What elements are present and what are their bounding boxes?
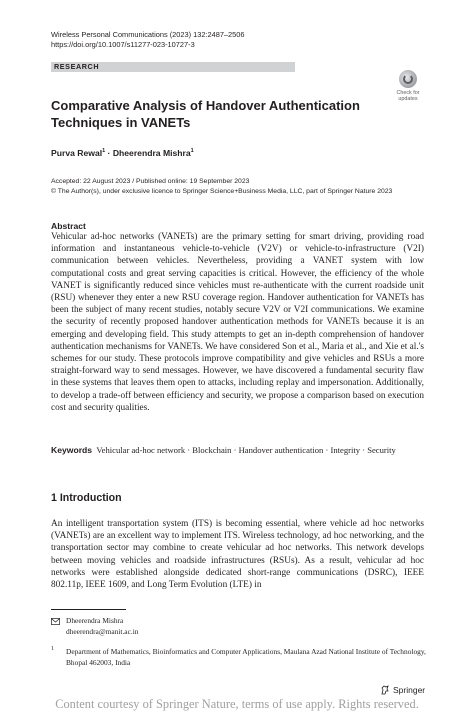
badge-label-line1: Check for: [396, 90, 420, 96]
copyright-notice: © The Author(s), under exclusive licence to Springer Science+Business Media, LLC, part of Springer Nature 2023: [51, 188, 393, 195]
publisher-logo: [380, 685, 425, 695]
badge-label-line2: updates: [398, 96, 418, 102]
article-title: Comparative Analysis of Handover Authentication Techniques in VANETs: [51, 98, 360, 130]
abstract-text: Vehicular ad-hoc networks (VANETs) are the primary setting for smart driving, providing road information and instantaneous vehicle-to-vehicle (V2V) or vehicle-to-infrastructure (V2I) communication between vehicles. Nevertheless, providing a VANET system with low computational costs and great serving capacities is critical. However, the efficiency of the whole VANET is significantly reduced since vehicles must re-authenticate with the current roadside unit (RSU) whenever they enter a new RSU coverage region. Handover authentication for VANETs has been the subject of many recent studies, notably secure V2V or V2I communications. We examine the security of recently proposed handover authentication methods for VANETs because it is an emerging and developing field. This study attempts to get an in-depth comprehension of handover authentication mechanisms for VANETs. We have considered Son et al., Maria et al., and Xie et al.'s schemes for our study. These protocols improve compatibility and give vehicles and RSUs a more straight-forward way to send messages. However, we have discovered a fundamental security flaw in these systems that leaves them open to attacks, including replay and impersonation. Additionally, to develop a trade-off between efficiency and security, we propose a comparison based on execution cost and security qualities.: [51, 232, 424, 413]
author-separator: ·: [105, 148, 113, 158]
journal-citation: Wireless Personal Communications (2023) 132:2487–2506: [51, 30, 245, 39]
check-for-updates-icon: [399, 70, 417, 88]
footnote-divider: [51, 609, 126, 610]
publisher-name: Springer: [393, 685, 426, 695]
author-list: [51, 148, 194, 158]
doi-link[interactable]: https://doi.org/10.1007/s11277-023-10727-3: [51, 40, 195, 49]
publication-dates: Accepted: 22 August 2023 / Published online: 19 September 2023: [51, 178, 250, 185]
journal-header: [51, 30, 245, 50]
envelope-icon: [51, 618, 60, 625]
affiliation-text: Department of Mathematics, Bioinformatics and Computer Applications, Maulana Azad National Institute of Technology, Bhopal 462003, India: [66, 647, 426, 667]
corresponding-author: [66, 616, 138, 637]
article-dates: [51, 177, 431, 197]
section-heading: 1 Introduction: [51, 492, 122, 504]
keywords-list: Vehicular ad-hoc network · Blockchain · Handover authentication · Integrity · Security: [96, 445, 396, 455]
abstract-heading: Abstract: [51, 221, 86, 231]
check-for-updates-badge[interactable]: [391, 70, 425, 104]
courtesy-notice: Content courtesy of Springer Nature, terms of use apply. Rights reserved.: [55, 697, 419, 711]
springer-horse-icon: [380, 685, 390, 695]
author-name[interactable]: Purva Rewal: [51, 148, 103, 158]
corresponding-email[interactable]: dheerendra@manit.ac.in: [66, 626, 139, 636]
keywords-label: Keywords: [51, 445, 93, 455]
author-affiliation-mark: 1: [190, 148, 194, 155]
author-name[interactable]: Dheerendra Mishra: [112, 148, 191, 158]
corresponding-name: Dheerendra Mishra: [66, 616, 124, 625]
keywords: [51, 444, 424, 456]
article-type-bar: RESEARCH: [51, 62, 295, 72]
affiliation-number: 1: [51, 646, 54, 652]
introduction-text: An intelligent transportation system (ITS) is becoming essential, where vehicle ad hoc networks (VANETs) are an excellent way to implement ITS. Wireless technology, ad hoc networking, and the transportation sector may combine to create vehicular ad hoc networks. This network develops between moving vehicles and roadside infrastructures (RSUs). As a result, vehicular ad hoc networks were established alongside dedicated short-range communications (DSRC), IEEE 802.11p, IEEE 1609, and Long Term Evolution (LTE) in: [51, 519, 424, 591]
author-affiliation-mark: 1: [102, 148, 106, 155]
